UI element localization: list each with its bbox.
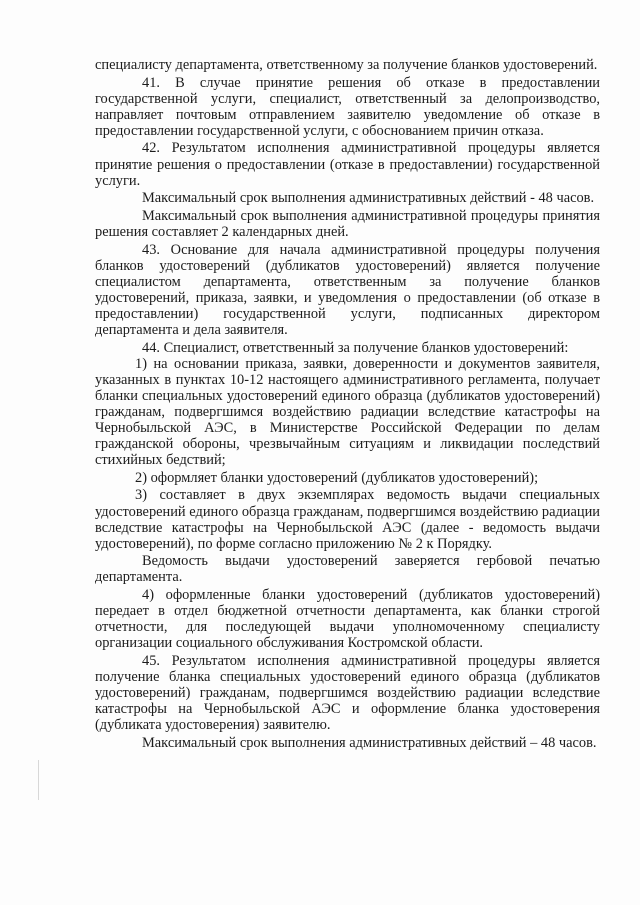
paragraph-44-item-4: 4) оформленные бланки удостоверений (дубликатов удостоверений) передает в отдел бюджетной отчетности департамента, как бланки строгой отчетности, для последующей выдачи уполномоченному специалисту организации социального обслуживания Костромской области. bbox=[95, 587, 600, 652]
paragraph-43: 43. Основание для начала административной процедуры получения бланков удостоверений (дубликатов удостоверений) является получение специалистом департамента, ответственным за получение бланков удостоверений, приказа, заявки, и уведомления о предоставлении (об отказе в предоставлении) государственной услуги, подписанных директором департамента и дела заявителя. bbox=[95, 241, 600, 338]
paragraph-44-item-2: 2) оформляет бланки удостоверений (дубликатов удостоверений); bbox=[135, 469, 539, 486]
document-body bbox=[95, 57, 600, 751]
paragraph-44-item-1: 1) на основании приказа, заявки, доверенности и документов заявителя, указанных в пунктах 10-12 настоящего административного регламента, получает бланки специальных удостоверений единого образца (дубликатов удостоверений) гражданам, подвергшимся воздействию радиации вследствие катастрофы на Чернобыльской АЭС, в Министерстве Российской Федерации по делам гражданской обороны, чрезвычайным ситуациям и ликвидации последствий стихийных бедствий; bbox=[95, 355, 600, 469]
paragraph-max-term-final: Максимальный срок выполнения административных действий – 48 часов. bbox=[142, 734, 597, 751]
scan-edge-mark bbox=[38, 760, 39, 800]
paragraph-44-item-3: 3) составляет в двух экземплярах ведомость выдачи специальных удостоверений единого образца гражданам, подвергшимся воздействию радиации вследствие катастрофы на Чернобыльской АЭС (далее - ведомость выдачи удостоверений), по форме согласно приложению № 2 к Порядку. bbox=[95, 487, 600, 552]
paragraph-max-term-actions: Максимальный срок выполнения административных действий - 48 часов. bbox=[142, 190, 595, 207]
paragraph-41: 41. В случае принятие решения об отказе в предоставлении государственной услуги, специалист, ответственный за делопроизводство, направляет почтовым отправлением заявителю уведомление об отказе в предоставлении государственной услуги, с обоснованием причин отказа. bbox=[95, 74, 600, 139]
paragraph-vedomost: Ведомость выдачи удостоверений заверяется гербовой печатью департамента. bbox=[95, 553, 600, 586]
paragraph-max-term-procedure: Максимальный срок выполнения административной процедуры принятия решения составляет 2 календарных дней. bbox=[95, 207, 600, 240]
paragraph-continuation: специалисту департамента, ответственному за получение бланков удостоверений. bbox=[95, 57, 598, 73]
paragraph-45: 45. Результатом исполнения административной процедуры является получение бланка специальных удостоверений единого образца (дубликатов удостоверений) гражданам, подвергшимся воздействию радиации вследствие катастрофы на Чернобыльской АЭС и оформление бланка удостоверения (дубликата удостоверения) заявителю. bbox=[95, 652, 600, 734]
paragraph-42: 42. Результатом исполнения административной процедуры является принятие решения о предоставлении (отказе в предоставлении) государственной услуги. bbox=[95, 140, 600, 189]
paragraph-44: 44. Специалист, ответственный за получение бланков удостоверений: bbox=[142, 339, 569, 356]
